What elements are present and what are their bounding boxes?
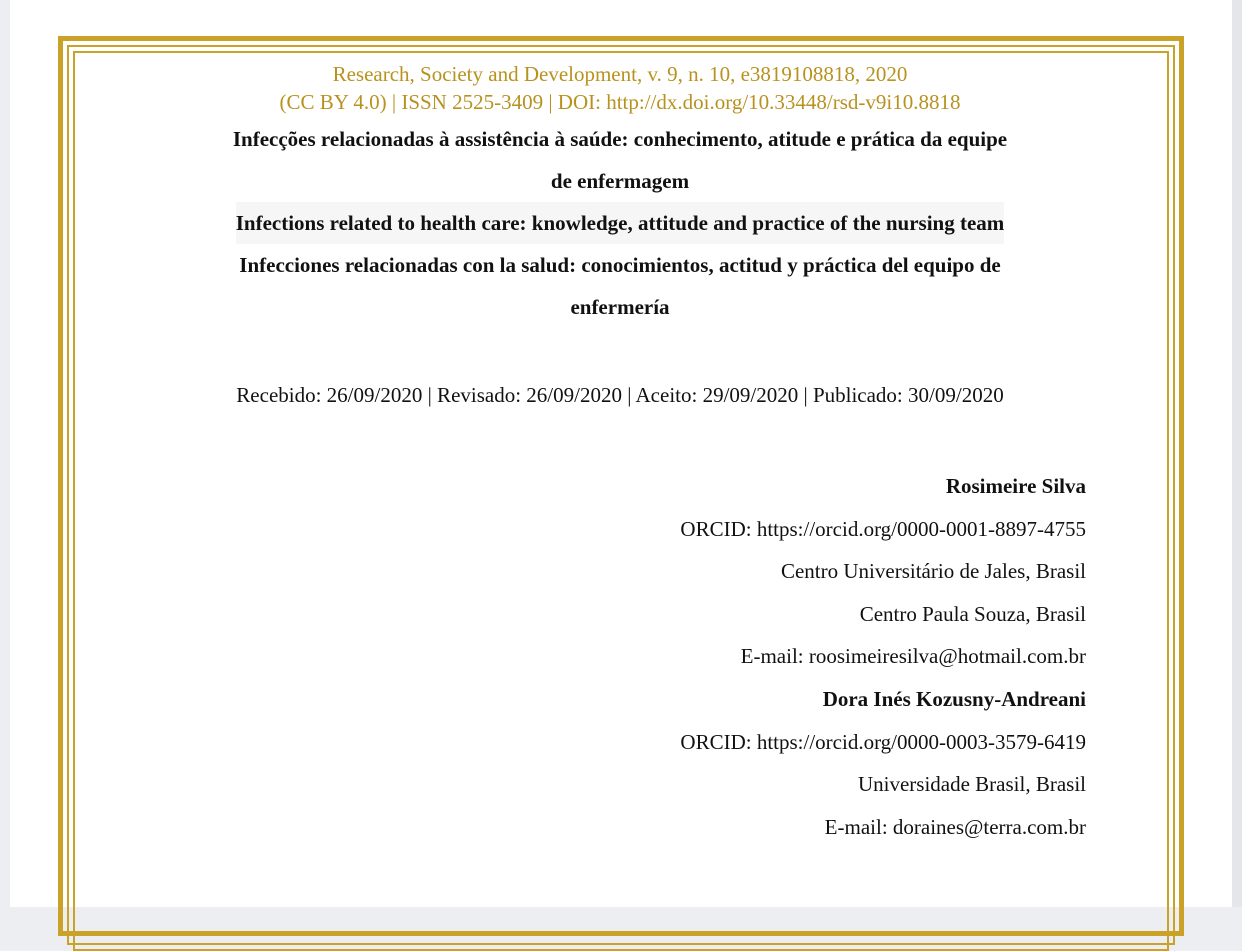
author-email: E-mail: doraines@terra.com.br bbox=[824, 814, 1086, 839]
author-affiliation: Universidade Brasil, Brasil bbox=[857, 772, 1086, 797]
author-affiliation: Centro Universitário de Jales, Brasil bbox=[780, 559, 1086, 584]
author-list bbox=[90, 465, 1150, 848]
journal-header bbox=[90, 60, 1150, 116]
author-orcid: ORCID: https://orcid.org/0000-0001-8897-4755 bbox=[680, 516, 1086, 541]
title-portuguese-line-2: de enfermagem bbox=[550, 169, 690, 193]
title-spanish-line-1: Infecciones relacionadas con la salud: conocimientos, actitud y práctica del equipo de bbox=[239, 253, 1001, 277]
author-affiliation: Centro Paula Souza, Brasil bbox=[859, 601, 1086, 626]
author-name: Rosimeire Silva bbox=[945, 474, 1086, 498]
author-name: Dora Inés Kozusny-Andreani bbox=[822, 686, 1086, 711]
viewer-edge bbox=[1232, 0, 1242, 907]
journal-license-doi: (CC BY 4.0) | ISSN 2525-3409 | DOI: http://dx.doi.org/10.33448/rsd-v9i10.8818 bbox=[279, 90, 961, 114]
title-english: Infections related to health care: knowledge, attitude and practice of the nursing team bbox=[236, 202, 1005, 244]
author-email: E-mail: roosimeiresilva@hotmail.com.br bbox=[740, 644, 1086, 669]
article-front-matter bbox=[90, 60, 1150, 848]
title-portuguese-line-1: Infecções relacionadas à assistência à saúde: conhecimento, atitude e prática da equipe bbox=[232, 127, 1008, 151]
author-orcid: ORCID: https://orcid.org/0000-0003-3579-6419 bbox=[680, 729, 1086, 754]
title-spanish-line-2: enfermería bbox=[570, 295, 670, 319]
document-page bbox=[10, 0, 1232, 907]
publication-dates: Recebido: 26/09/2020 | Revisado: 26/09/2020 | Aceito: 29/09/2020 | Publicado: 30/09/2020 bbox=[236, 383, 1004, 407]
article-titles bbox=[90, 118, 1150, 328]
journal-citation: Research, Society and Development, v. 9, n. 10, e3819108818, 2020 bbox=[332, 62, 908, 86]
